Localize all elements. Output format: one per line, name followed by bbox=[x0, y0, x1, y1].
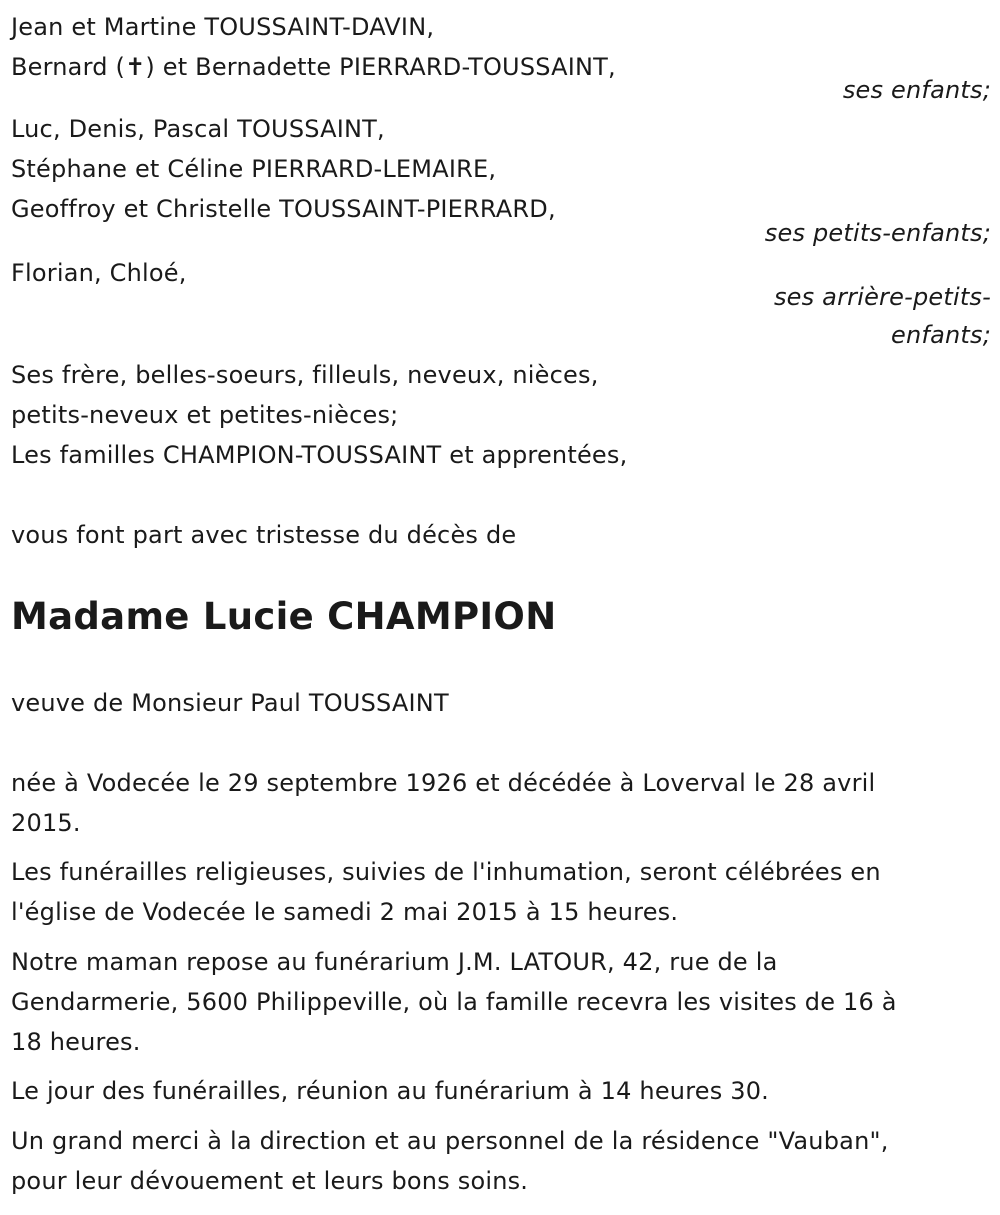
repose-line-2: Gendarmerie, 5600 Philippeville, où la famille recevra les visites de 16 à bbox=[11, 988, 897, 1016]
repose-line-3: 18 heures. bbox=[11, 1028, 141, 1056]
meeting-line: Le jour des funérailles, réunion au funérarium à 14 heures 30. bbox=[11, 1077, 770, 1105]
children-line-1: Jean et Martine TOUSSAINT-DAVIN, bbox=[11, 13, 435, 41]
great-grandchildren-role-line-2: enfants; bbox=[891, 321, 991, 349]
grandchildren-line-3: Geoffroy et Christelle TOUSSAINT-PIERRARD, bbox=[11, 195, 556, 223]
funeral-line-2: l'église de Vodecée le samedi 2 mai 2015 à 15 heures. bbox=[11, 898, 679, 926]
funeral-line-1: Les funérailles religieuses, suivies de l'inhumation, seront célébrées en bbox=[11, 858, 881, 886]
children-line-2: Bernard (✝) et Bernadette PIERRARD-TOUSSAINT, bbox=[11, 53, 616, 81]
repose-line-1: Notre maman repose au funérarium J.M. LATOUR, 42, rue de la bbox=[11, 948, 778, 976]
announcement-text: vous font part avec tristesse du décès de bbox=[11, 521, 517, 549]
grandchildren-line-1: Luc, Denis, Pascal TOUSSAINT, bbox=[11, 115, 385, 143]
birth-death-line-1: née à Vodecée le 29 septembre 1926 et décédée à Loverval le 28 avril bbox=[11, 769, 876, 797]
grandchildren-role: ses petits-enfants; bbox=[764, 219, 991, 247]
great-grandchildren-role-line-1: ses arrière-petits- bbox=[773, 283, 991, 311]
others-line-1: Ses frère, belles-soeurs, filleuls, neveux, nièces, bbox=[11, 361, 599, 389]
widow-of-text: veuve de Monsieur Paul TOUSSAINT bbox=[11, 689, 449, 717]
others-line-3: Les familles CHAMPION-TOUSSAINT et apprentées, bbox=[11, 441, 628, 469]
grandchildren-line-2: Stéphane et Céline PIERRARD-LEMAIRE, bbox=[11, 155, 497, 183]
others-line-2: petits-neveux et petites-nièces; bbox=[11, 401, 399, 429]
thanks-line-1: Un grand merci à la direction et au personnel de la résidence "Vauban", bbox=[11, 1127, 889, 1155]
birth-death-line-2: 2015. bbox=[11, 809, 81, 837]
thanks-line-2: pour leur dévouement et leurs bons soins. bbox=[11, 1167, 529, 1195]
great-grandchildren-line-1: Florian, Chloé, bbox=[11, 259, 187, 287]
children-role: ses enfants; bbox=[842, 76, 991, 104]
deceased-name: Madame Lucie CHAMPION bbox=[11, 595, 557, 638]
